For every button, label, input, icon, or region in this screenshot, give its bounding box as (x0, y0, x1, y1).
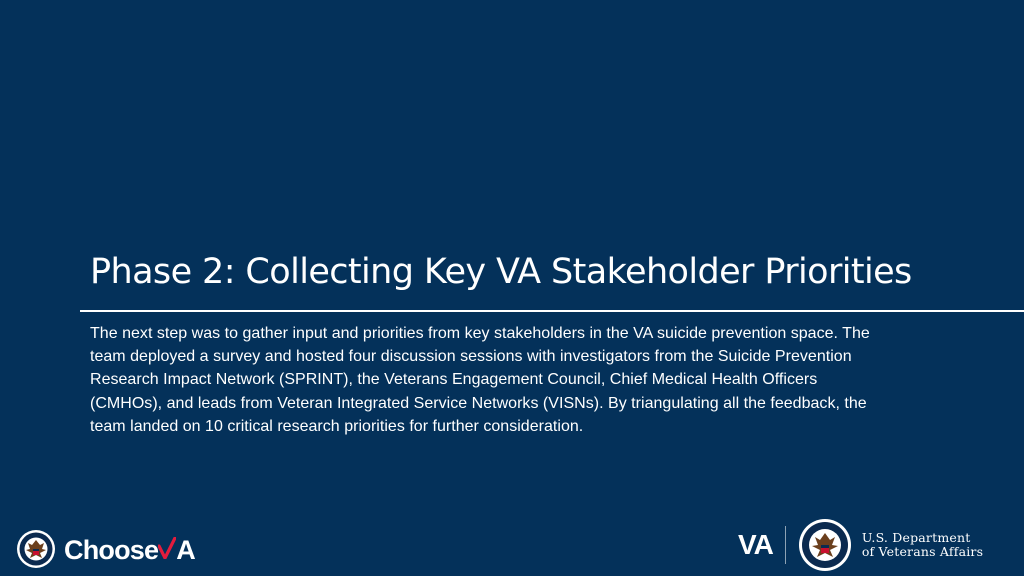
slide-title: Phase 2: Collecting Key VA Stakeholder Priorities (90, 252, 912, 292)
choose-va-wordmark (64, 534, 195, 565)
department-line-2: of Veterans Affairs (861, 544, 984, 559)
department-name (862, 531, 983, 559)
slide-body-text: The next step was to gather input and priorities from key stakeholders in the VA suicide prevention space. The team deployed a survey and hosted four discussion sessions with investigators from the Suicide Prevention Research Impact Network (SPRINT), the Veterans Engagement Council, Chief Medical Health Officers (CMHOs), and leads from Veteran Integrated Service Networks (VISNs). By triangulating all the feedback, the team landed on 10 critical research priorities for further consideration. (90, 325, 870, 435)
va-seal-icon (16, 529, 56, 569)
title-divider (80, 310, 1024, 312)
va-department-logo (738, 520, 983, 570)
logo-divider (785, 526, 786, 564)
va-letter-a: A (176, 534, 195, 565)
choose-va-logo (16, 529, 195, 569)
va-seal-icon (798, 518, 852, 572)
choose-text: Choose (64, 534, 159, 565)
va-short-logo: VA (738, 529, 773, 560)
va-mark (158, 534, 195, 565)
checkmark-v-icon (158, 537, 176, 559)
department-line-1: U.S. Department (861, 530, 971, 545)
